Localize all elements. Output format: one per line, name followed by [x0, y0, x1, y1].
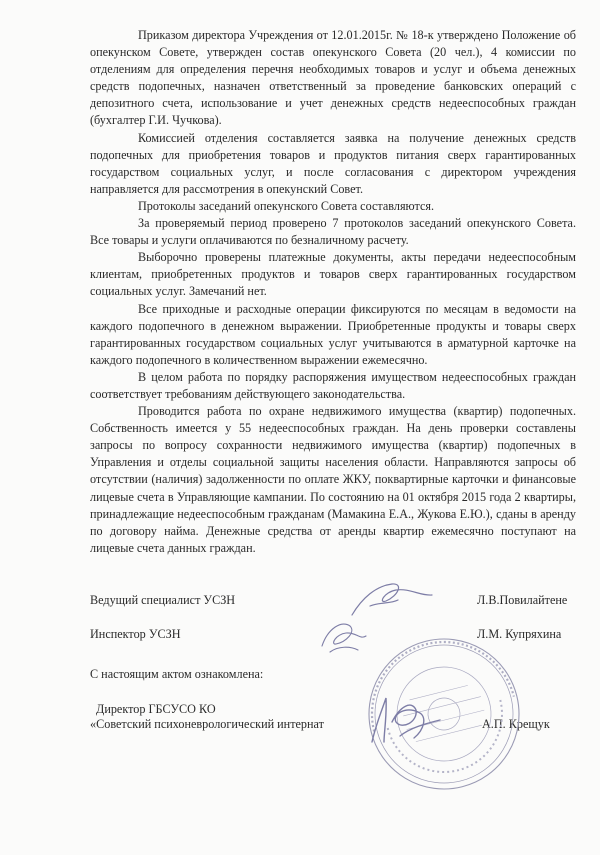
- paragraph-order: Приказом директора Учреждения от 12.01.2015г. № 18-к утверждено Положение об опекунском Совете, утвержден состав опекунского Совета (20 чел.), 4 комиссии по отделениям для определения перечня необходимых товаров и услуг и объема денежных средств подопечных, назначен ответственный за проведение банковских операций с депозитного счета, использование и учет денежных средств недееспособных граждан (бухгалтер Г.И. Чучкова).: [90, 28, 576, 128]
- paragraph-operations: Все приходные и расходные операции фиксируются по месяцам в ведомости на каждого подопечного в денежном выражении. Приобретенные продукты и товары сверх гарантированных государством социальных услуг учитываются в арматурной карточке на каждого подопечного в количественном выражении ежемесячно.: [90, 301, 576, 367]
- paragraph-payment-documents: Выборочно проверены платежные документы, акты передачи недееспособным клиентам, приобретенных продуктов и товаров сверх гарантированных государством социальных услуг. Замечаний нет.: [90, 250, 576, 299]
- director-name: А.П. Крещук: [482, 717, 550, 731]
- inspector-signature-icon: [322, 624, 366, 652]
- paragraph-protocols: Протоколы заседаний опекунского Совета составляются.: [138, 198, 435, 213]
- director-title: Директор ГБСУСО КО: [96, 702, 216, 716]
- paragraph-real-estate: Проводится работа по охране недвижимого имущества (квартир) подопечных. Собственность имеется у 55 недееспособных граждан. На день проверки составлены запросы по вопросу сохранности недвижимого имущества (квартир) подопечных в Управления и отделы социальной защиты населения области. Направляются запросы об отсутствии (наличия) задолженности по оплате ЖКУ, поквартирные карточки и финансовые лицевые счета в Управляющие кампании. По состоянию на 01 октября 2015 года 2 квартиры, принадлежащие недееспособным гражданам (Мамакина Е.А., Жукова Е.Ю.), сданы в аренду по договору найма. Денежные средства от аренды квартир ежемесячно поступают на лицевые счета данных граждан.: [90, 404, 576, 555]
- director-signature-icon: [372, 698, 440, 742]
- paragraph-checked-protocols: За проверяемый период проверено 7 протоколов заседаний опекунского Совета. Все товары и услуги оплачиваются по безналичному расчету.: [90, 216, 576, 248]
- specialist-name: Л.В.Повилайтене: [477, 593, 568, 607]
- paragraph-conclusion: В целом работа по порядку распоряжения имуществом недееспособных граждан соответствует требованиям действующего законодательства.: [90, 369, 576, 401]
- paragraph-commission-request: Комиссией отделения составляется заявка на получение денежных средств подопечных для приобретения товаров и продуктов питания сверх гарантированных государством социальных услуг, и после согласования с директором учреждения направляется для рассмотрения в опекунский Совет.: [90, 130, 576, 196]
- specialist-signature-icon: [352, 584, 432, 615]
- specialist-title: Ведущий специалист УСЗН: [90, 593, 236, 607]
- inspector-name: Л.М. Купряхина: [477, 627, 562, 641]
- inspector-title: Инспектор УСЗН: [90, 627, 181, 641]
- director-organization: «Советский психоневрологический интернат: [90, 717, 324, 731]
- acknowledgement-line: С настоящим актом ознакомлена:: [90, 667, 264, 681]
